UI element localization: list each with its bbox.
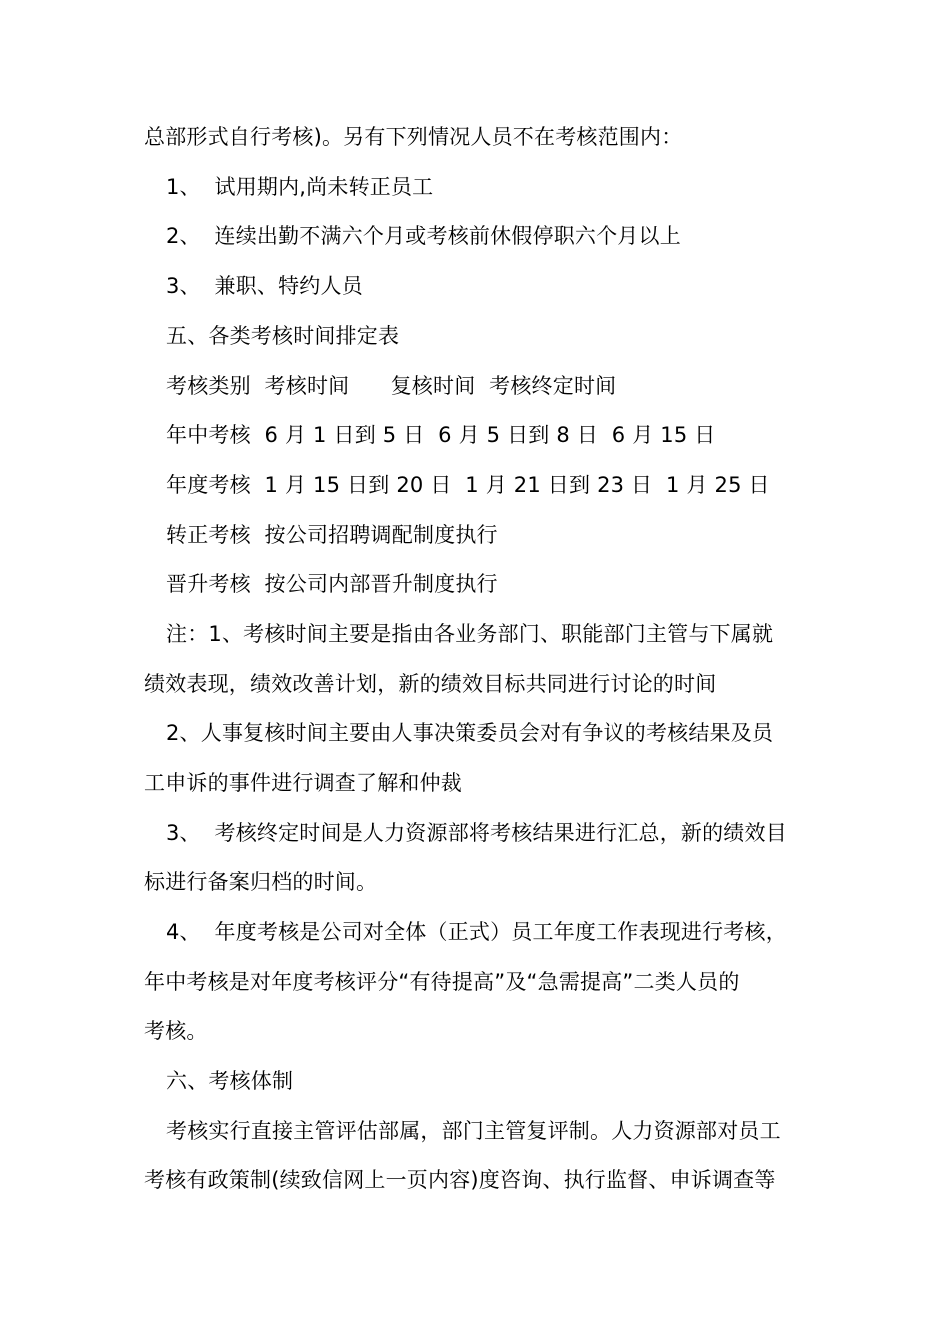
paragraph-line-1: 考核实行直接主管评估部属，部门主管复评制。人力资源部对员工 bbox=[166, 1119, 781, 1143]
schedule-header-row: 考核类别 考核时间 复核时间 考核终定时间 bbox=[166, 374, 617, 398]
section-heading-5: 五、各类考核时间排定表 bbox=[166, 324, 400, 348]
list-item-3: 3、 兼职、特约人员 bbox=[166, 274, 363, 298]
note-4-line-1: 4、 年度考核是公司对全体（正式）员工年度工作表现进行考核， bbox=[166, 920, 787, 944]
section-heading-6: 六、考核体制 bbox=[166, 1069, 294, 1093]
text-line-1: 总部形式自行考核)。另有下列情况人员不在考核范围内： bbox=[144, 125, 683, 149]
schedule-row-promotion: 晋升考核 按公司内部晋升制度执行 bbox=[166, 572, 498, 596]
list-item-1: 1、 试用期内,尚未转正员工 bbox=[166, 175, 434, 199]
paragraph-line-2: 考核有政策制(续致信网上一页内容)度咨询、执行监督、申诉调查等 bbox=[144, 1168, 776, 1192]
note-4-line-3: 考核。 bbox=[144, 1019, 208, 1043]
list-item-2: 2、 连续出勤不满六个月或考核前休假停职六个月以上 bbox=[166, 224, 681, 248]
note-2-line-2: 工申诉的事件进行调查了解和仲裁 bbox=[144, 771, 462, 795]
note-3-line-2: 标进行备案归档的时间。 bbox=[144, 870, 378, 894]
schedule-row-annual: 年度考核 1 月 15 日到 20 日 1 月 21 日到 23 日 1 月 25 日 bbox=[166, 473, 770, 497]
note-4-line-2: 年中考核是对年度考核评分“有待提高”及“急需提高”二类人员的 bbox=[144, 970, 740, 994]
note-3-line-1: 3、 考核终定时间是人力资源部将考核结果进行汇总，新的绩效目 bbox=[166, 821, 787, 845]
note-1-line-1: 注：1、考核时间主要是指由各业务部门、职能部门主管与下属就 bbox=[166, 622, 774, 646]
schedule-row-midyear: 年中考核 6 月 1 日到 5 日 6 月 5 日到 8 日 6 月 15 日 bbox=[166, 423, 716, 447]
note-2-line-1: 2、人事复核时间主要由人事决策委员会对有争议的考核结果及员 bbox=[166, 721, 774, 745]
schedule-row-confirmation: 转正考核 按公司招聘调配制度执行 bbox=[166, 523, 498, 547]
note-1-line-2: 绩效表现，绩效改善计划，新的绩效目标共同进行讨论的时间 bbox=[144, 672, 717, 696]
